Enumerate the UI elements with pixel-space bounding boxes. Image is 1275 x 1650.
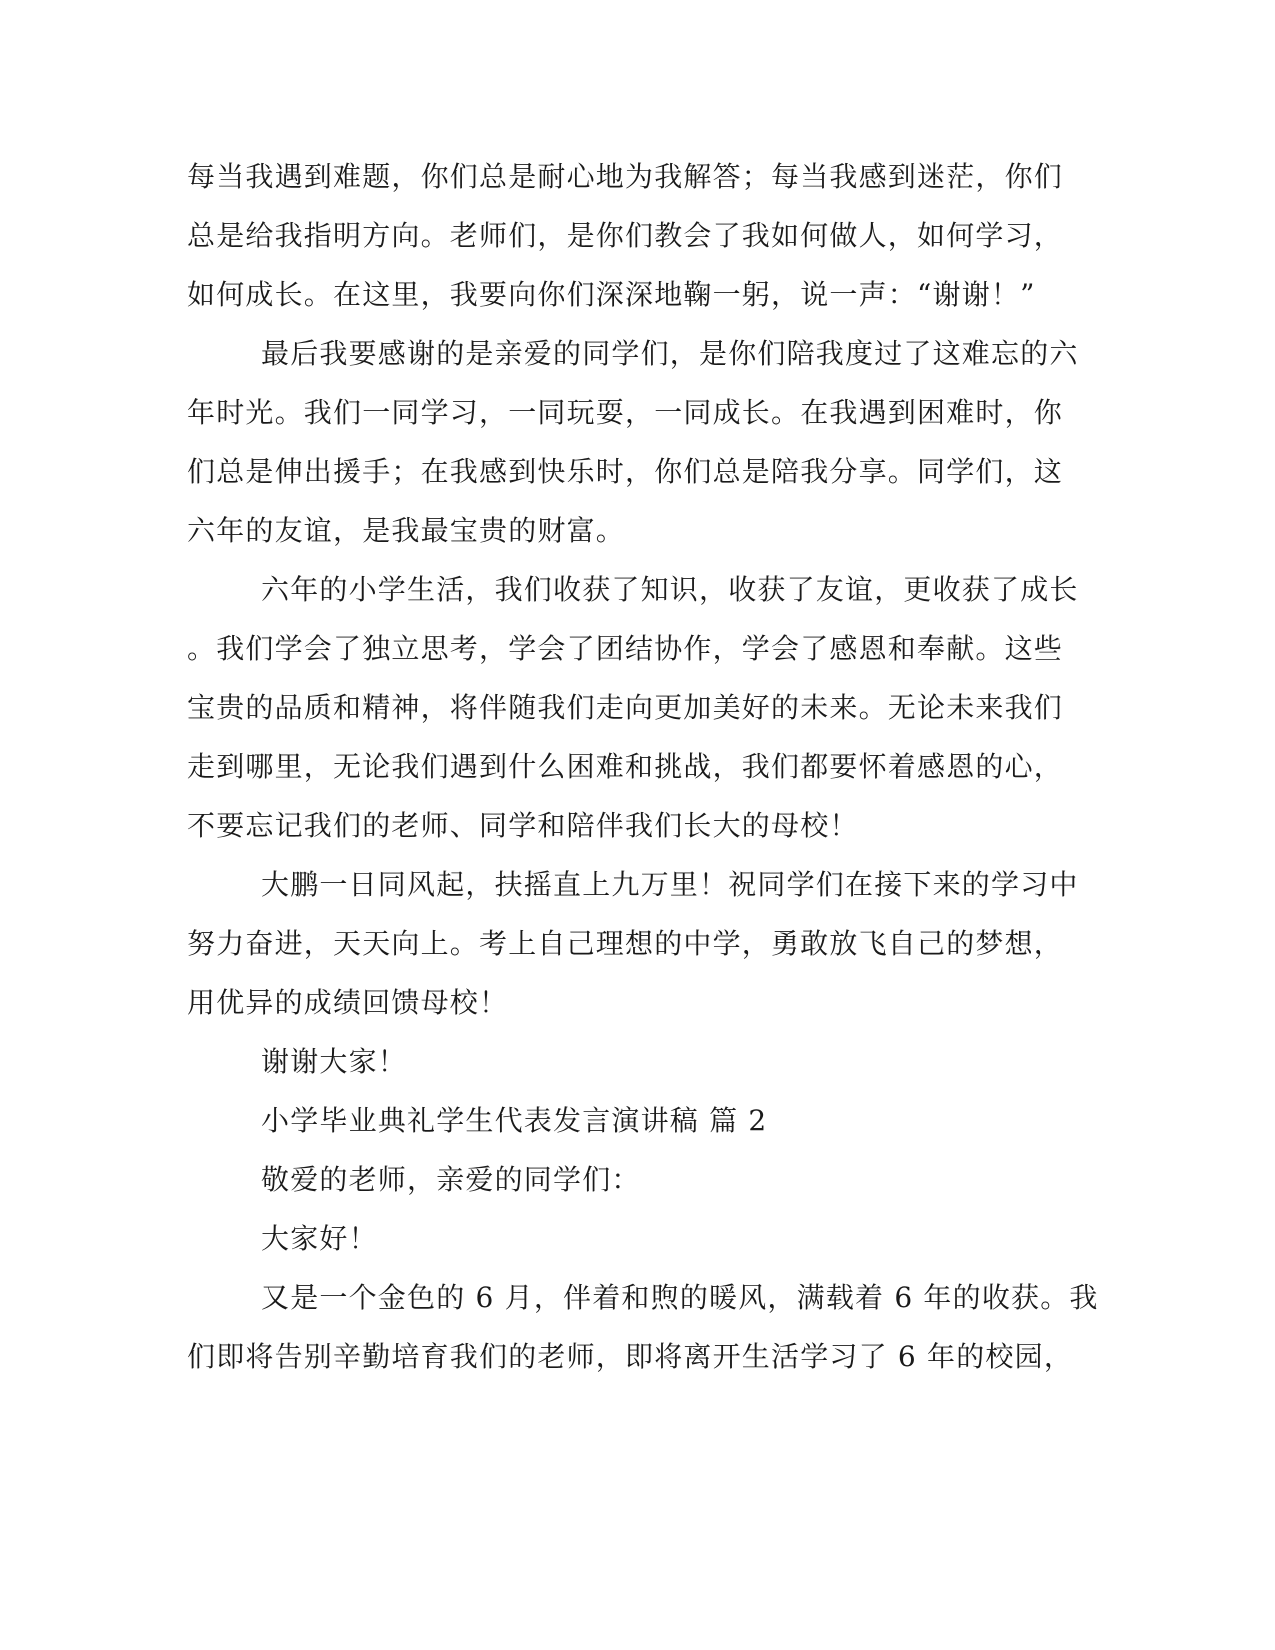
text-line: 六年的友谊，是我最宝贵的财富。 [187, 514, 626, 547]
text-line: 总是给我指明方向。老师们，是你们教会了我如何做人，如何学习， [187, 219, 1064, 252]
greeting-line: 大家好！ [261, 1222, 378, 1255]
text-line: 每当我遇到难题，你们总是耐心地为我解答；每当我感到迷茫，你们 [187, 160, 1064, 193]
paragraph-start-line: 大鹏一日同风起，扶摇直上九万里！祝同学们在接下来的学习中 [261, 868, 1079, 901]
text-line: 。我们学会了独立思考，学会了团结协作，学会了感恩和奉献。这些 [187, 632, 1064, 665]
text-line: 年时光。我们一同学习，一同玩耍，一同成长。在我遇到困难时，你 [187, 396, 1064, 429]
text-line: 们即将告别辛勤培育我们的老师，即将离开生活学习了 6 年的校园， [187, 1340, 1074, 1373]
paragraph-start-line: 又是一个金色的 6 月，伴着和煦的暖风，满载着 6 年的收获。我 [261, 1281, 1099, 1314]
text-line: 走到哪里，无论我们遇到什么困难和挑战，我们都要怀着感恩的心， [187, 750, 1064, 783]
closing-line: 谢谢大家！ [261, 1045, 408, 1078]
paragraph-start-line: 最后我要感谢的是亲爱的同学们，是你们陪我度过了这难忘的六 [261, 337, 1079, 370]
text-line: 们总是伸出援手；在我感到快乐时，你们总是陪我分享。同学们，这 [187, 455, 1064, 488]
salutation-line: 敬爱的老师，亲爱的同学们： [261, 1163, 641, 1196]
section-heading: 小学毕业典礼学生代表发言演讲稿 篇 2 [261, 1104, 768, 1137]
text-line: 努力奋进，天天向上。考上自己理想的中学，勇敢放飞自己的梦想， [187, 927, 1064, 960]
text-line: 不要忘记我们的老师、同学和陪伴我们长大的母校！ [187, 809, 859, 842]
text-line: 宝贵的品质和精神，将伴随我们走向更加美好的未来。无论未来我们 [187, 691, 1064, 724]
text-line: 如何成长。在这里，我要向你们深深地鞠一躬，说一声：“谢谢！” [187, 278, 1036, 311]
paragraph-start-line: 六年的小学生活，我们收获了知识，收获了友谊，更收获了成长 [261, 573, 1079, 606]
text-line: 用优异的成绩回馈母校！ [187, 986, 509, 1019]
